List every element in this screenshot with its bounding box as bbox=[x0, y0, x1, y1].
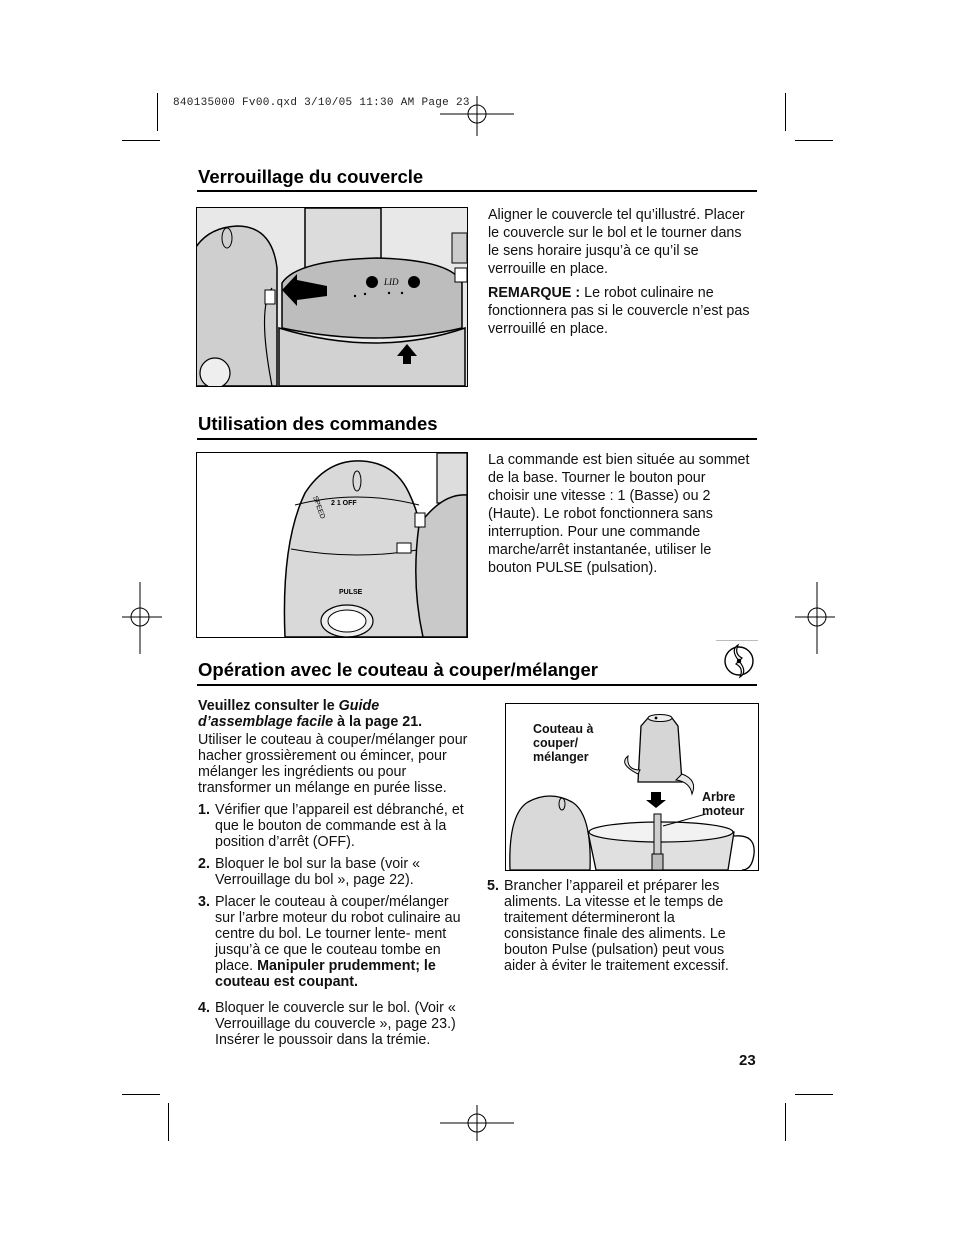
pulse-label: PULSE bbox=[339, 589, 363, 596]
crop-mark bbox=[122, 140, 160, 141]
section-rule bbox=[197, 438, 757, 440]
registration-mark-icon bbox=[795, 582, 835, 654]
list-item bbox=[198, 856, 470, 888]
chopping-blade-icon bbox=[720, 642, 758, 680]
step-number: 4. bbox=[198, 1000, 210, 1016]
blade-right-column bbox=[487, 878, 749, 980]
crop-mark bbox=[785, 1103, 786, 1141]
controls-instructions: La commande est bien située au sommet de la base. Tourner le bouton pour choisir une vitesse : 1 (Basse) ou 2 (Haute). Le robot fonctionnera sans interruption. Pour une commande marche/arrêt instantanée, utiliser le bouton PULSE (pulsation). bbox=[488, 452, 750, 576]
section-rule bbox=[197, 190, 757, 192]
crop-mark bbox=[122, 1094, 160, 1095]
step-number: 2. bbox=[198, 856, 210, 872]
print-slug: 840135000 Fv00.qxd 3/10/05 11:30 AM Page 23 bbox=[173, 97, 470, 109]
lid-lock-instructions: Aligner le couvercle tel qu’illustré. Placer le couvercle sur le bol et le tourner dans le sens horaire jusqu’à ce qu’il se verrouille en place. bbox=[488, 207, 745, 277]
step-warning: Manipuler prudemment; le couteau est coupant. bbox=[215, 958, 436, 990]
step-text: Placer le couteau à couper/mélanger sur l’arbre moteur du robot culinaire au centre du bol. Le tourner lente- ment jusqu’à ce que le couteau tombe en place. bbox=[215, 894, 461, 974]
step-number: 5. bbox=[487, 878, 499, 894]
step-text: Brancher l’appareil et préparer les aliments. La vitesse et le temps de traitement détermineront la consistance finale des aliments. Le bouton Pulse (pulsation) peut vous aider à éviter le traitement excessif. bbox=[504, 878, 729, 974]
blade-intro: Utiliser le couteau à couper/mélanger pour hacher grossièrement ou émincer, pour mélanger les ingrédients ou pour transformer un mélange en purée lisse. bbox=[198, 732, 468, 796]
list-item bbox=[198, 894, 470, 990]
registration-mark-icon bbox=[122, 582, 162, 654]
crop-mark bbox=[785, 93, 786, 131]
speed-label: SPEED bbox=[311, 495, 326, 520]
list-item bbox=[198, 802, 470, 850]
lid-lock-text bbox=[488, 206, 750, 344]
guide-title: Guide d’assemblage facile bbox=[198, 698, 380, 730]
crop-mark bbox=[795, 140, 833, 141]
blade-left-column bbox=[198, 698, 470, 1054]
lid-lock-note bbox=[488, 284, 750, 338]
step-text: Vérifier que l’appareil est débranché, et que le bouton de commande est à la position d’arrêt (OFF). bbox=[215, 802, 464, 850]
icon-box-top-border bbox=[716, 640, 758, 641]
crop-mark bbox=[157, 93, 158, 131]
section-title-lid-lock: Verrouillage du couvercle bbox=[198, 166, 424, 187]
blade-callout: Couteau à couper/ mélanger bbox=[533, 722, 594, 764]
list-item bbox=[198, 1000, 470, 1048]
controls-text bbox=[488, 451, 750, 583]
registration-mark-icon bbox=[440, 1105, 514, 1141]
crop-mark bbox=[795, 1094, 833, 1095]
step-text: Bloquer le bol sur la base (voir « Verrouillage du bol », page 22). bbox=[215, 856, 421, 888]
guide-reference-text: Veuillez consulter le bbox=[198, 698, 339, 714]
step-number: 3. bbox=[198, 894, 210, 910]
guide-page-ref: à la page 21. bbox=[333, 714, 423, 730]
crop-mark bbox=[168, 1103, 169, 1141]
controls-illustration bbox=[196, 452, 468, 638]
step-number: 1. bbox=[198, 802, 210, 818]
page-number: 23 bbox=[739, 1052, 756, 1069]
section-title-controls: Utilisation des commandes bbox=[198, 413, 438, 434]
section-title-blade-operation: Opération avec le couteau à couper/mélanger bbox=[198, 659, 598, 680]
step-text: Bloquer le couvercle sur le bol. (Voir « Verrouillage du couvercle », page 23.) Insérer le poussoir dans la trémie. bbox=[215, 1000, 456, 1048]
note-label: REMARQUE : bbox=[488, 285, 581, 301]
motor-shaft-callout: Arbre moteur bbox=[702, 790, 745, 818]
note-text: Le robot culinaire ne fonctionnera pas si le couvercle n’est pas verrouillé en place. bbox=[488, 285, 750, 337]
speed-marks: 2 1 OFF bbox=[331, 500, 357, 507]
lid-label: LID bbox=[384, 277, 399, 287]
lid-lock-illustration bbox=[196, 207, 468, 387]
list-item bbox=[487, 878, 749, 974]
guide-reference bbox=[198, 698, 470, 730]
section-rule bbox=[197, 684, 757, 686]
